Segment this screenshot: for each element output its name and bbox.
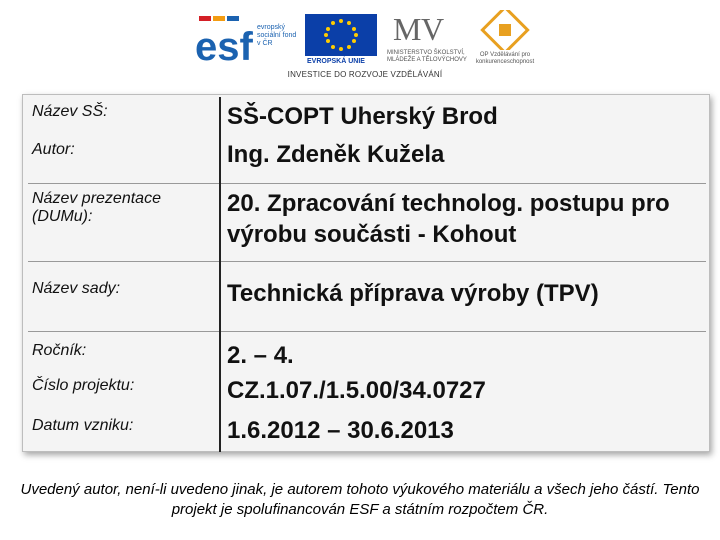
eu-flag-logo (305, 14, 377, 66)
esf-text: evropský sociální fond v ČR (257, 24, 297, 47)
row-value: Ing. Zdeněk Kužela (227, 141, 445, 168)
svg-text:esf: esf (195, 25, 253, 64)
table-row (28, 97, 706, 135)
info-table (28, 97, 706, 452)
row-label: Datum vzniku: (28, 411, 220, 452)
row-label: Název prezentace (DUMu): (28, 183, 220, 261)
op-text: OP Vzdělávání pro konkurenceschopnost (475, 52, 535, 65)
row-label: Číslo projektu: (28, 371, 220, 411)
table-row (28, 331, 706, 371)
table-row (28, 261, 706, 331)
row-label: Název SŠ: (28, 97, 220, 135)
row-label: Autor: (28, 135, 220, 183)
table-row (28, 183, 706, 261)
row-value: 2. – 4. (220, 331, 706, 371)
row-value: CZ.1.07./1.5.00/34.0727 (227, 376, 486, 404)
table-row (28, 371, 706, 411)
row-label: Název sady: (28, 261, 220, 331)
row-value: Technická příprava výroby (TPV) (220, 261, 706, 331)
row-value: SŠ-COPT Uherský Brod (227, 103, 498, 130)
esf-logo (195, 12, 300, 64)
row-value: 1.6.2012 – 30.6.2013 (227, 416, 454, 444)
op-vk-logo (475, 10, 535, 76)
table-row (28, 411, 706, 452)
msmt-text: MINISTERSTVO ŠKOLSTVÍ, MLÁDEŽE A TĚLOVÝCHOVY (387, 50, 467, 63)
row-label: Ročník: (28, 331, 220, 371)
svg-text:V: V (421, 11, 445, 47)
logo-strip (195, 8, 535, 82)
svg-text:M: M (393, 11, 422, 47)
table-row (28, 135, 706, 183)
eu-text: EVROPSKÁ UNIE (307, 58, 365, 65)
msmt-logo (387, 10, 465, 70)
disclaimer-footer: Uvedený autor, není-li uvedeno jinak, je autorem tohoto výukového materiálu a všech jeho částí. Tento projekt je spolufinancován ESF a státním rozpočtem ČR. (20, 481, 700, 518)
investice-slogan: INVESTICE DO ROZVOJE VZDĚLÁVÁNÍ (287, 70, 443, 79)
row-value: 20. Zpracování technolog. postupu pro výrobu součásti - Kohout (220, 183, 706, 261)
